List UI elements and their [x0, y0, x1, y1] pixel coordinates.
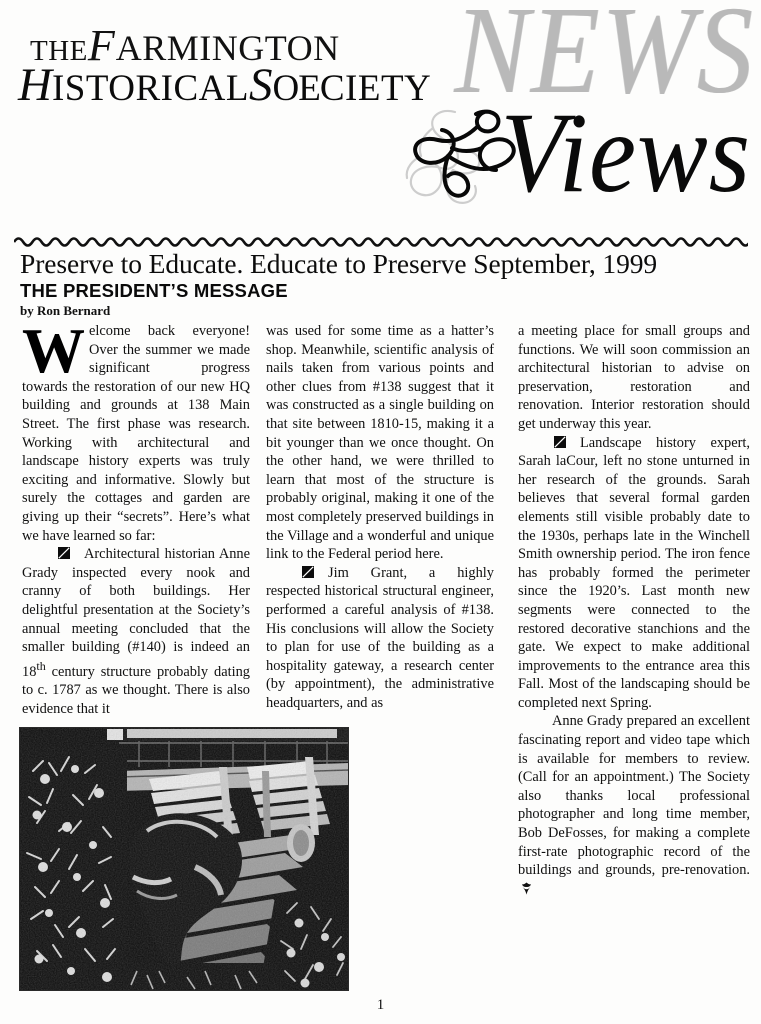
knot-flourish-icon — [398, 104, 528, 204]
paragraph-anne-grady-report-text: Anne Grady prepared an excellent fascinating report and video tape which is available for members to review. (Call for an appointment.) The Society also thanks local professional photographer and long time member, Bob DeFosses, for making a complete first-rate photographic record of the buildings and grounds, pre-renovation. — [518, 713, 750, 879]
masthead — [0, 0, 761, 236]
paragraph-hatter-shop: was used for some time as a hatter’s shop. Meanwhile, scientific analysis of nails taken from various points and other clues from #138 suggest that it was constructed as a single building on that site between 1810-15, making it a bit younger than we once thought. On the other hand, we were thrilled to learn that most of the structure is probably original, making it one of the most completely preserved buildings in the Village and a wonderful and unique link to the Federal period here. — [266, 323, 494, 563]
article-column-1 — [22, 316, 250, 717]
masthead-farmington-cap: F — [87, 21, 115, 70]
paragraph-anne-grady-text: Architectural historian Anne Grady inspected every nook and cranny of both buildings. Her delightful presentation at the Society’s annual meeting concluded that the smaller building (#140) is indeed an 18 — [22, 546, 250, 680]
ordinal-suffix: th — [36, 658, 46, 673]
masthead-society-rest: CIETY — [319, 68, 432, 109]
garden-steps-photograph — [19, 727, 349, 991]
section-title: THE PRESIDENT’S MESSAGE — [20, 280, 288, 301]
masthead-historical-rest: ISTORICAL — [51, 68, 250, 109]
wavy-divider — [14, 234, 748, 248]
paragraph-anne-grady-text-cont: century structure probably dating to c. 1787 as we thought. There is also evidence that it — [22, 663, 250, 717]
masthead-news-word: NEWS — [454, 0, 755, 121]
square-bullet-icon — [554, 436, 566, 448]
paragraph-welcome — [22, 316, 250, 545]
paragraph-sarah-lacour — [518, 434, 750, 713]
paragraph-meeting-place: a meeting place for small groups and functions. We will soon commission an architectural historian to advise on preservation, restoration and renovation. Interior restoration should get underway this year. — [518, 323, 750, 432]
square-bullet-icon — [302, 566, 314, 578]
masthead-the: THE — [30, 35, 88, 67]
masthead-historical-society — [18, 58, 431, 112]
paragraph-jim-grant-text: Jim Grant, a highly respected historical structural engineer, performed a careful analysis of #138. His conclusions will allow the Society to plan for use of the building as a hospitality gateway, a research center (by appointment), the administrative headquarters, and as — [266, 564, 494, 711]
masthead-views-word: Views — [500, 89, 751, 216]
paragraph-anne-grady — [22, 545, 250, 718]
masthead-society-cap: S — [249, 59, 273, 111]
masthead-historical-cap: H — [18, 59, 52, 111]
masthead-farmington-rest: ARMINGTON — [115, 28, 340, 68]
paragraph-sarah-lacour-text: Landscape history expert, Sarah laCour, left no stone unturned in her research of the grounds. Sarah believes that several formal garden elements still visible probably date to the 1930s, perhaps late in the Winchell Smith ownership period. The iron fence has probably formed the perimeter since the 1920’s. Last month new segments were connected to the restored decorative stanchions and the gate. We expect to make additional improvements to the entrance area this Fall. Most of the landscaping should be completed next Spring. — [518, 434, 750, 711]
page-tagline: Preserve to Educate. Educate to Preserve September, 1999 — [20, 248, 658, 279]
article-column-3 — [518, 322, 750, 902]
end-mark-fleuron-icon — [521, 882, 532, 895]
article-photo — [19, 727, 349, 991]
paragraph-welcome-text: elcome back everyone! Over the summer we made significant progress towards the restoration of our new HQ building and grounds at 138 Main Street. The first phase was research. Working with architectural and landscape history experts was truly exciting and informative. Slowly but surely the cottages and garden are giving up their “secrets”. Here’s what we have learned so far: — [22, 323, 250, 544]
article-column-2 — [266, 322, 494, 722]
paragraph-anne-grady-report — [518, 712, 750, 898]
masthead-society-lig: OE — [272, 68, 320, 109]
square-bullet-icon — [58, 547, 70, 559]
paragraph-jim-grant — [266, 564, 494, 713]
byline: by Ron Bernard — [20, 303, 111, 318]
drop-cap: W — [22, 316, 85, 386]
page-number: 1 — [376, 997, 385, 1013]
